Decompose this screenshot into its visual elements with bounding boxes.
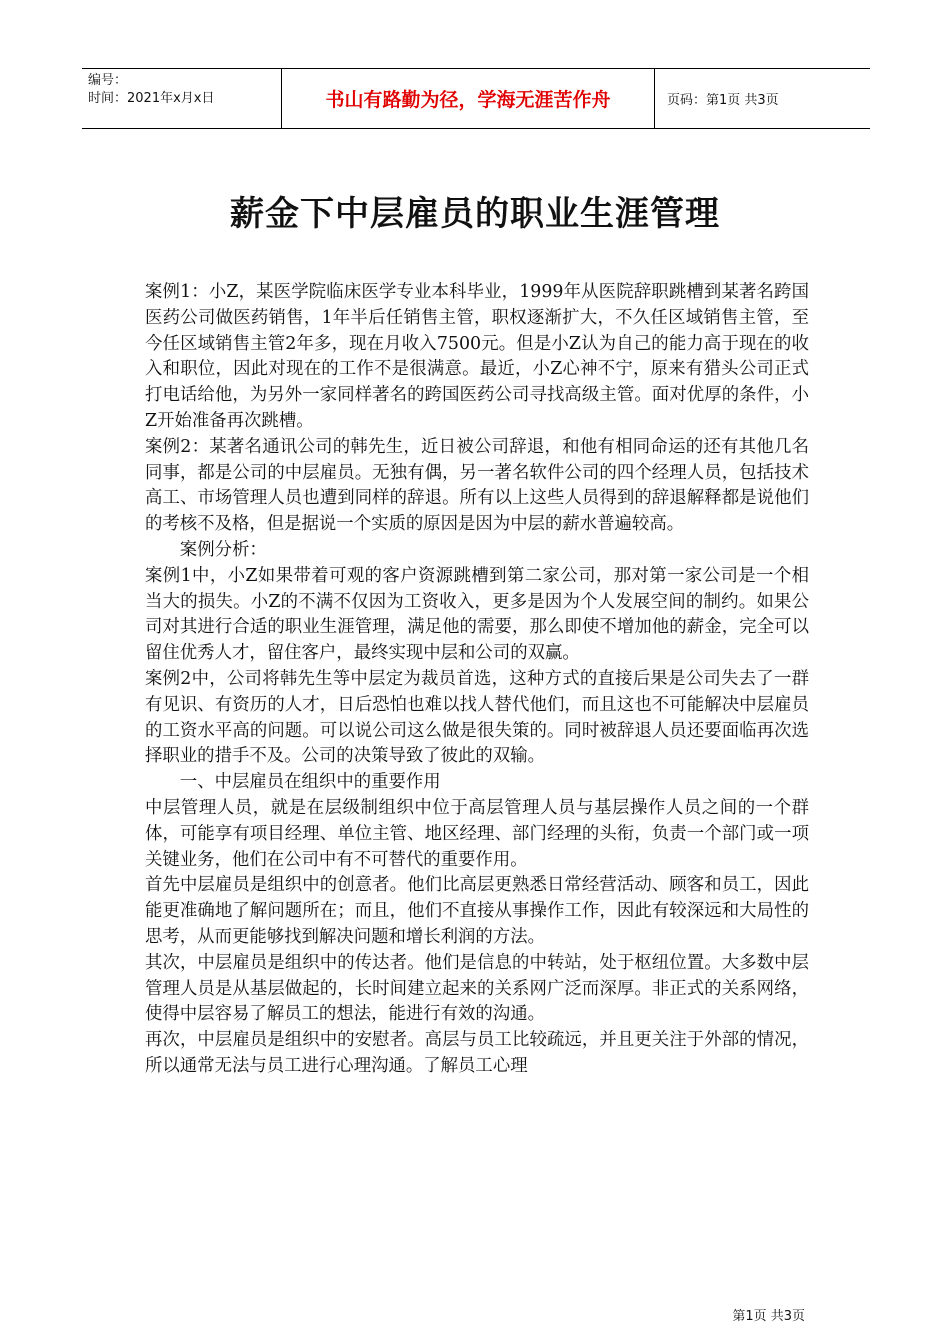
doc-number-label: 编号： [88, 73, 128, 88]
header-bottom-rule [82, 128, 870, 129]
body-paragraph: 一、中层雇员在组织中的重要作用 [179, 772, 441, 793]
body-paragraph: 再次，中层雇员是组织中的安慰者。高层与员工比较疏远，并且更关注于外部的情况，所以通常无法与员工进行心理沟通。了解员工心理 [145, 1030, 809, 1076]
body-paragraph: 案例分析： [179, 539, 267, 560]
page-header [82, 68, 870, 128]
document-body [145, 280, 809, 1080]
document-title: 薪金下中层雇员的职业生涯管理 [230, 194, 720, 234]
body-paragraph: 案例1：小Z，某医学院临床医学专业本科毕业，1999年从医院辞职跳槽到某著名跨国医药公司做医药销售，1年半后任销售主管，职权逐渐扩大，不久任区域销售主管，至今任区域销售主管2年多，现在月收入7500元。但是小Z认为自己的能力高于现在的收入和职位，因此对现在的工作不是很满意。最近，小Z心神不宁，原来有猎头公司正式打电话给他，为另外一家同样著名的跨国医药公司寻找高级主管。面对优厚的条件，小Z开始准备再次跳槽。 [145, 282, 809, 431]
header-page-info: 页码：第1页 共3页 [667, 92, 779, 108]
body-paragraph: 案例2中，公司将韩先生等中层定为裁员首选，这种方式的直接后果是公司失去了一群有见识、有资历的人才，日后恐怕也难以找人替代他们，而且这也不可能解决中层雇员的工资水平高的问题。可以说公司这么做是很失策的。同时被辞退人员还要面临再次选择职业的措手不及。公司的决策导致了彼此的双输。 [145, 668, 809, 767]
body-paragraph: 中层管理人员，就是在层级制组织中位于高层管理人员与基层操作人员之间的一个群体，可能享有项目经理、单位主管、地区经理、部门经理的头衔，负责一个部门或一项关键业务，他们在公司中有不可替代的重要作用。 [145, 797, 809, 870]
body-paragraph: 其次，中层雇员是组织中的传达者。他们是信息的中转站，处于枢纽位置。大多数中层管理人员是从基层做起的，长时间建立起来的关系网广泛而深厚。非正式的关系网络，使得中层容易了解员工的想法，能进行有效的沟通。 [145, 952, 809, 1025]
body-paragraph: 案例2：某著名通讯公司的韩先生，近日被公司辞退，和他有相同命运的还有其他几名同事，都是公司的中层雇员。无独有偶，另一著名软件公司的四个经理人员，包括技术高工、市场管理人员也遭到同样的辞退。所有以上这些人员得到的辞退解释都是说他们的考核不及格，但是据说一个实质的原因是因为中层的薪水普遍较高。 [145, 436, 809, 535]
doc-time: 时间：2021年x月x日 [88, 91, 215, 106]
body-paragraph: 案例1中，小Z如果带着可观的客户资源跳槽到第二家公司，那对第一家公司是一个相当大的损失。小Z的不满不仅因为工资收入，更多是因为个人发展空间的制约。如果公司对其进行合适的职业生涯管理，满足他的需要，那么即使不增加他的薪金，完全可以留住优秀人才，留住客户，最终实现中层和公司的双赢。 [145, 565, 809, 664]
header-motto: 书山有路勤为径，学海无涯苦作舟 [282, 68, 655, 128]
page-footer: 第1页 共3页 [732, 1309, 805, 1324]
header-meta [82, 68, 282, 128]
body-paragraph: 首先中层雇员是组织中的创意者。他们比高层更熟悉日常经营活动、顾客和员工，因此能更准确地了解问题所在；而且，他们不直接从事操作工作，因此有较深远和大局性的思考，从而更能够找到解决问题和增长利润的方法。 [145, 875, 809, 947]
